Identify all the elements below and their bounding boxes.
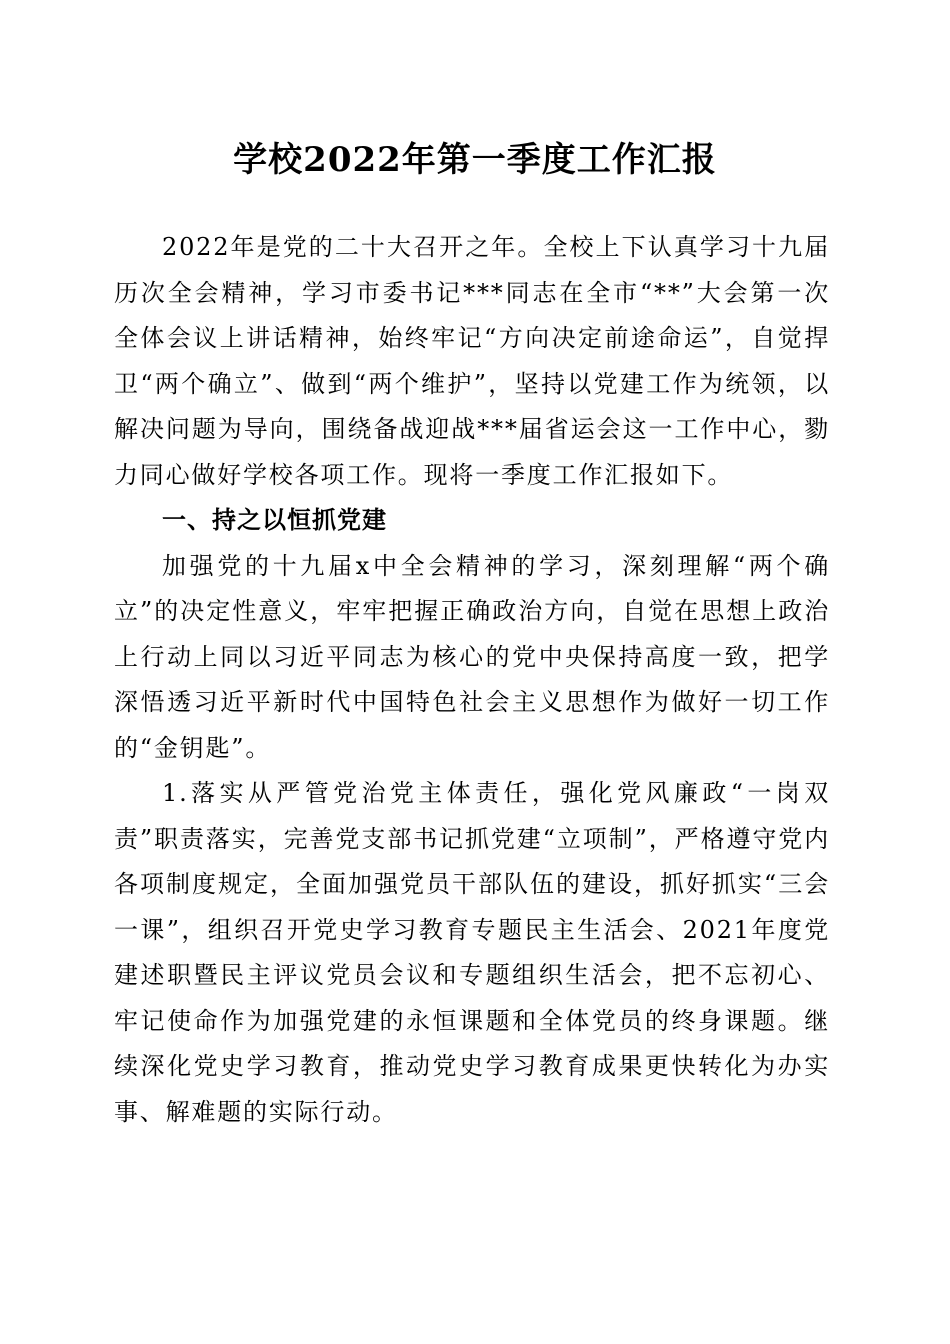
- section-heading: 一、持之以恒抓党建: [162, 506, 387, 534]
- intro-paragraph: 2022年是党的二十大召开之年。全校上下认真学习十九届历次全会精神，学习市委书记***同志在全市“**”大会第一次全体会议上讲话精神，始终牢记“方向决定前途命运”，自觉捍卫“两个确立”、做到“两个维护”，坚持以党建工作为统领，以解决问题为导向，围绕备战迎战***届省运会这一工作中心，勠力同心做好学校各项工作。现将一季度工作汇报如下。: [114, 233, 830, 489]
- section-paragraph: 加强党的十九届x中全会精神的学习，深刻理解“两个确立”的决定性意义，牢牢把握正确政治方向，自觉在思想上政治上行动上同以习近平同志为核心的党中央保持高度一致，把学深悟透习近平新时代中国特色社会主义思想作为做好一切工作的“金钥匙”。: [114, 551, 830, 762]
- numbered-paragraph: 1.落实从严管党治党主体责任，强化党风廉政“一岗双责”职责落实，完善党支部书记抓党建“立项制”，严格遵守党内各项制度规定，全面加强党员干部队伍的建设，抓好抓实“三会一课”，组织召开党史学习教育专题民主生活会、2021年度党建述职暨民主评议党员会议和专题组织生活会，把不忘初心、牢记使命作为加强党建的永恒课题和全体党员的终身课题。继续深化党史学习教育，推动党史学习教育成果更快转化为办实事、解难题的实际行动。: [114, 779, 830, 1126]
- document-body: [114, 225, 830, 1135]
- document-title: 学校2022年第一季度工作汇报: [233, 140, 717, 180]
